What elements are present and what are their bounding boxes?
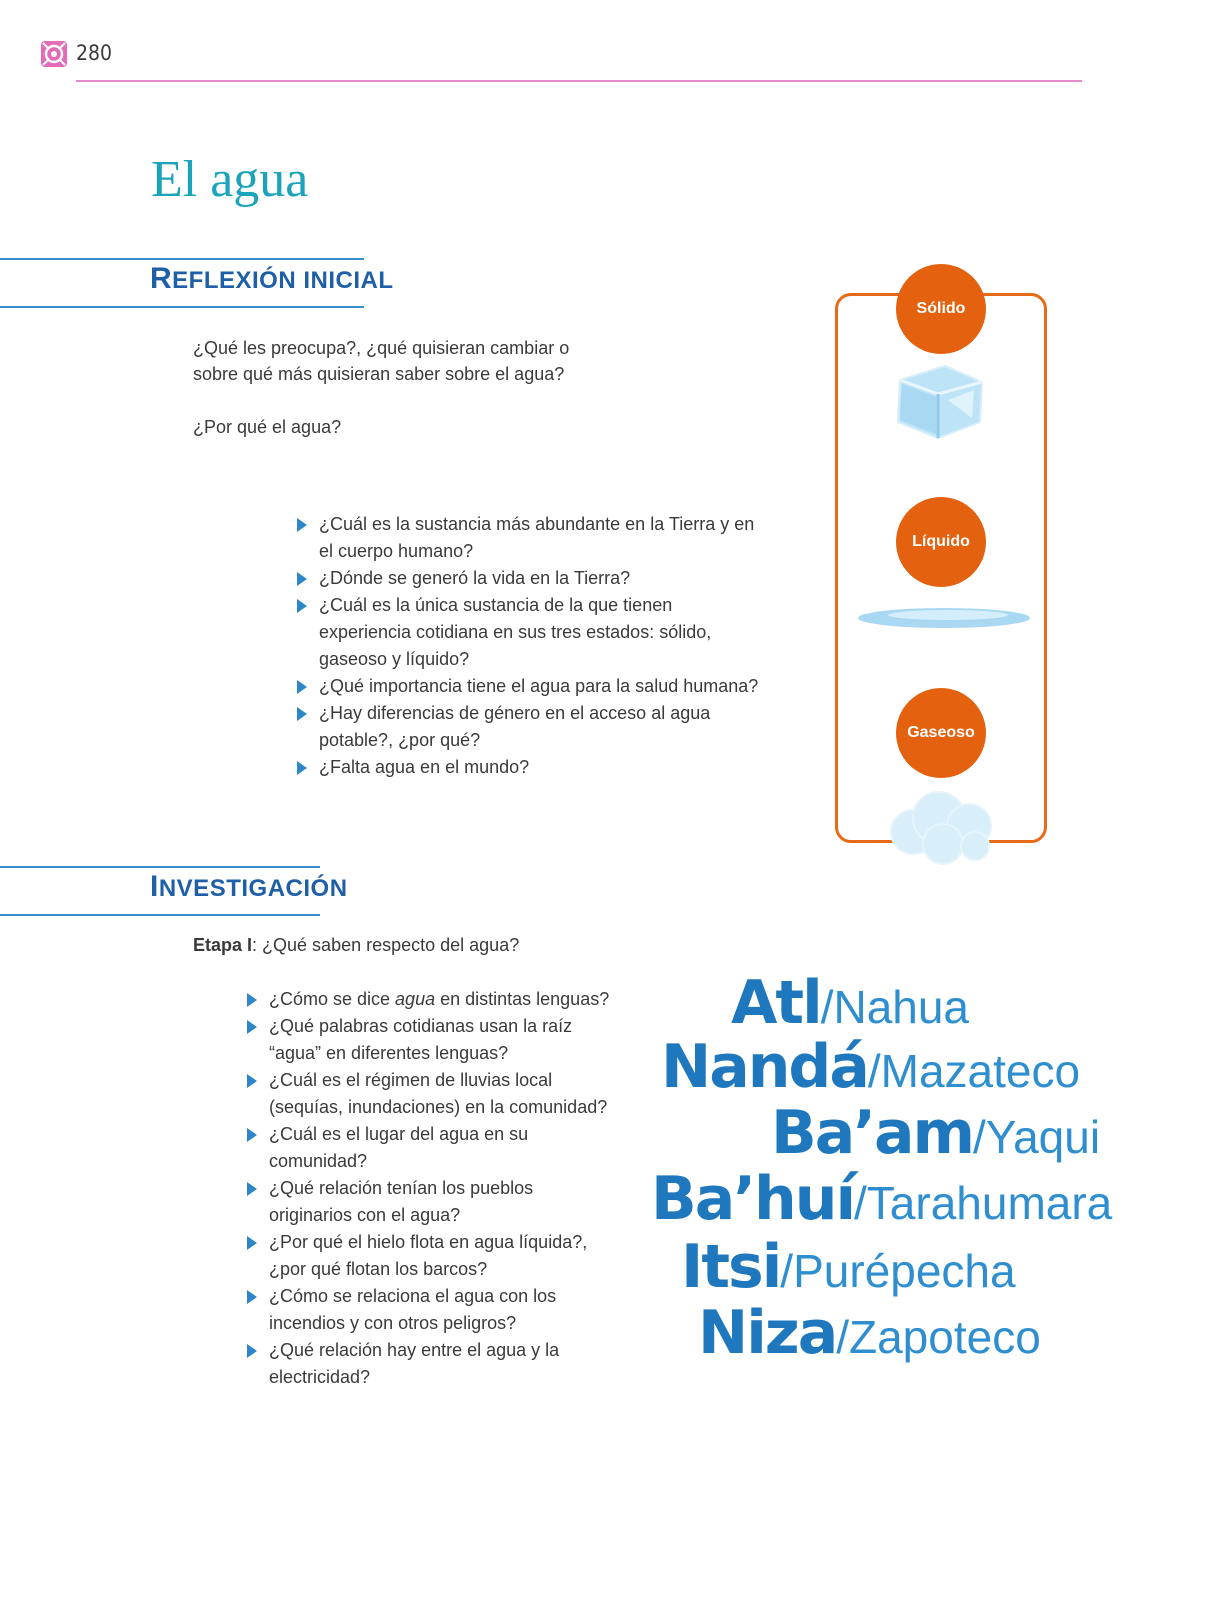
list-item: ¿Qué importancia tiene el agua para la salud humana?	[295, 673, 765, 700]
bullet-arrow-icon	[247, 1344, 257, 1358]
lang-yaqui: /Yaqui	[973, 1111, 1101, 1163]
word-row-nahua	[731, 968, 969, 1038]
lang-tarahumara: /Tarahumara	[854, 1177, 1113, 1229]
list-item: ¿Por qué el hielo flota en agua líquida?, ¿por qué flotan los barcos?	[245, 1229, 615, 1283]
cloud-icon	[883, 788, 1005, 868]
word-niza: Niza	[698, 1298, 837, 1368]
why-water-question: ¿Por qué el agua?	[193, 417, 342, 437]
bullet-arrow-icon	[247, 1236, 257, 1250]
lang-nahua: /Nahua	[820, 981, 970, 1033]
list-item: ¿Qué relación tenían los pueblos originarios con el agua?	[245, 1175, 615, 1229]
word-row-tarahumara	[651, 1164, 1112, 1234]
page-title: El agua	[151, 151, 309, 208]
list-item: ¿Falta agua en el mundo?	[295, 754, 765, 781]
list-item: ¿Cuál es la única sustancia de la que tienen experiencia cotidiana en sus tres estados: sólido, gaseoso y líquido?	[295, 592, 765, 673]
reflexion-question: ¿Qué les preocupa?, ¿qué quisieran cambiar o sobre qué más quisieran saber sobre el agua?	[193, 338, 570, 384]
bullet-arrow-icon	[247, 1074, 257, 1088]
bullet-arrow-icon	[297, 761, 307, 775]
bullet-arrow-icon	[297, 707, 307, 721]
list-item: ¿Cuál es el régimen de lluvias local (sequías, inundaciones) en la comunidad?	[245, 1067, 615, 1121]
lang-mazateco: /Mazateco	[867, 1045, 1081, 1097]
bullet-arrow-icon	[297, 572, 307, 586]
header-rule	[76, 80, 1082, 82]
ice-cube-icon	[890, 360, 990, 442]
word-row-zapoteco	[698, 1298, 1041, 1368]
lang-purepecha: /Purépecha	[780, 1245, 1016, 1297]
list-item: ¿Cuál es la sustancia más abundante en la Tierra y en el cuerpo humano?	[295, 511, 765, 565]
bullet-arrow-icon	[247, 1290, 257, 1304]
word-itsi: Itsi	[681, 1232, 781, 1302]
bullet-arrow-icon	[297, 518, 307, 532]
stage-one-line: Etapa I: ¿Qué saben respecto del agua?	[193, 935, 520, 955]
list-item: ¿Qué palabras cotidianas usan la raíz “agua” en diferentes lenguas?	[245, 1013, 615, 1067]
bullet-arrow-icon	[247, 1128, 257, 1142]
list-item: ¿Hay diferencias de género en el acceso al agua potable?, ¿por qué?	[295, 700, 765, 754]
bullet-arrow-icon	[247, 1182, 257, 1196]
list-item: ¿Cómo se relaciona el agua con los incendios y con otros peligros?	[245, 1283, 615, 1337]
word-atl: Atl	[731, 968, 821, 1038]
word-baam: Ba’am	[771, 1098, 974, 1168]
reflexion-heading: REFLEXIÓN INICIAL	[150, 262, 394, 295]
liquid-state-badge: Líquido	[896, 497, 986, 587]
word-row-purepecha	[681, 1232, 1016, 1302]
gas-state-badge: Gaseoso	[896, 688, 986, 778]
water-puddle-icon	[856, 604, 1032, 632]
book-logo-icon	[40, 40, 68, 68]
investigacion-question-list	[245, 986, 615, 1391]
solid-state-badge: Sólido	[896, 264, 986, 354]
list-item: ¿Cómo se dice agua en distintas lenguas?	[245, 986, 615, 1013]
bullet-arrow-icon	[247, 1020, 257, 1034]
list-item: ¿Dónde se generó la vida en la Tierra?	[295, 565, 765, 592]
word-bahui: Ba’huí	[651, 1164, 855, 1234]
bullet-arrow-icon	[297, 680, 307, 694]
bullet-arrow-icon	[247, 993, 257, 1007]
word-row-mazateco	[661, 1032, 1080, 1102]
page-number: 280	[76, 41, 113, 65]
word-row-yaqui	[771, 1098, 1100, 1168]
list-item: ¿Cuál es el lugar del agua en su comunidad?	[245, 1121, 615, 1175]
lang-zapoteco: /Zapoteco	[836, 1311, 1041, 1363]
word-nanda: Nandá	[661, 1032, 868, 1102]
reflexion-question-list	[295, 511, 765, 781]
investigacion-heading: INVESTIGACIÓN	[150, 870, 348, 903]
bullet-arrow-icon	[297, 599, 307, 613]
list-item: ¿Qué relación hay entre el agua y la electricidad?	[245, 1337, 615, 1391]
